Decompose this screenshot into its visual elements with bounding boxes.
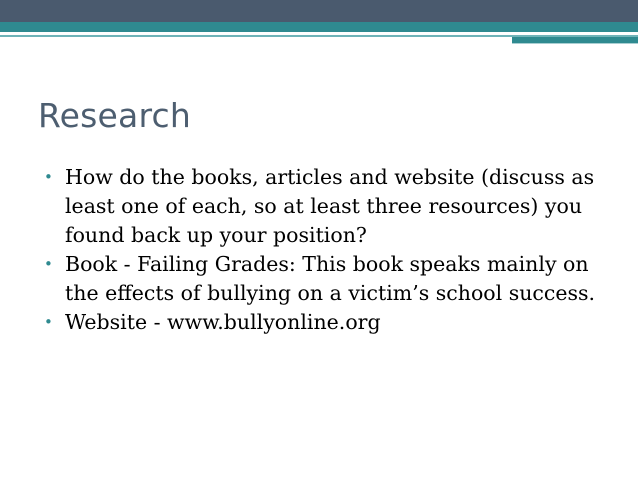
bullet-icon: • xyxy=(44,313,53,331)
bullet-icon: • xyxy=(44,255,53,273)
bullet-icon: • xyxy=(44,168,53,186)
header-band xyxy=(0,0,638,22)
bullet-text: Book - Failing Grades: This book speaks mainly on the effects of bullying on a victim’s school success. xyxy=(65,252,596,305)
header-teal-stripe xyxy=(0,22,638,32)
bullet-item xyxy=(44,250,614,308)
bullet-list xyxy=(44,163,614,337)
bullet-text: How do the books, articles and website (discuss as least one of each, so at least three resources) you found back up your position? xyxy=(65,165,595,247)
header-accent-line xyxy=(512,43,638,44)
bullet-item xyxy=(44,163,614,250)
bullet-text: Website - www.bullyonline.org xyxy=(65,310,381,334)
bullet-item xyxy=(44,308,614,337)
slide-title: Research xyxy=(38,96,191,135)
